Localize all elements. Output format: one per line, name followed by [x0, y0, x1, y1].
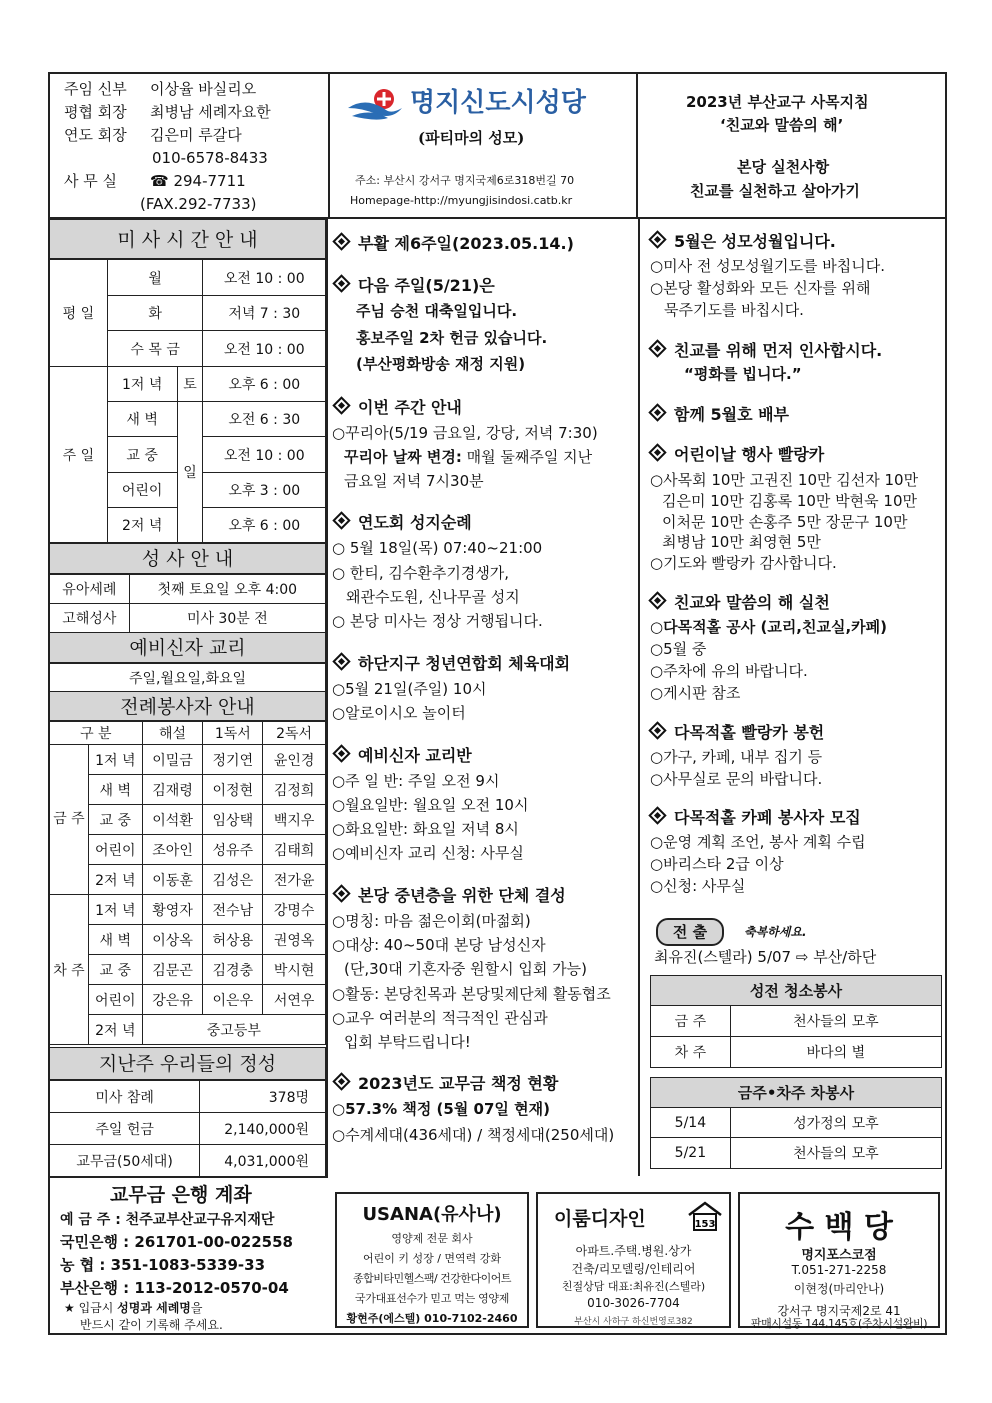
tea-date: 5/21 — [651, 1138, 731, 1169]
notice-line: 김은미 10만 김홍록 10만 박현욱 10만 — [662, 492, 917, 510]
sacrament-table — [49, 574, 326, 633]
mass-time: 오후 6 : 00 — [203, 367, 326, 402]
notice-line: ○운영 계획 조언, 봉사 계획 수립 — [650, 833, 866, 851]
server-name: 김태희 — [263, 835, 326, 865]
servers-mass: 새 벽 — [88, 775, 142, 805]
ad-line: 010-3026-7704 — [587, 1296, 680, 1310]
bank-title: 교무금 은행 계좌 — [110, 1184, 252, 1206]
patron-title: (파티마의 성모) — [418, 129, 525, 147]
subaekdang-ad — [738, 1192, 940, 1328]
notice-line: (부산평화방송 재정 지원) — [356, 355, 526, 373]
notice-title: 연도회 성지순례 — [358, 513, 472, 532]
servers-mass: 교 중 — [88, 805, 142, 835]
ad-line: 아파트.주택.병원.상가 — [575, 1244, 692, 1258]
notice-line: ○명칭: 마음 젊은이회(마젊회) — [332, 912, 531, 930]
notice-line: ○신청: 사무실 — [650, 877, 746, 895]
ad-line: 친절상담 대표:최유진(스텔라) — [561, 1280, 706, 1293]
diamond-bullet-icon — [648, 721, 666, 739]
notice-line: ○5월 21일(주일) 10시 — [332, 680, 487, 698]
notice-heading — [648, 343, 882, 359]
offering-name: 미사 참례 — [50, 1081, 200, 1113]
server-name: 김경충 — [203, 955, 263, 985]
server-name: 황영자 — [142, 895, 203, 925]
servers-header: 해설 — [142, 722, 203, 745]
notice-line: ○5월 중 — [650, 640, 707, 658]
ireum-design-ad — [536, 1192, 731, 1328]
offering-table — [49, 1080, 326, 1177]
bank-account: 부산은행 : 113-2012-0570-04 — [60, 1279, 289, 1297]
notice-line: 묵주기도를 바칩시다. — [664, 301, 804, 319]
diamond-bullet-icon — [648, 806, 666, 824]
server-name: 김재령 — [142, 775, 203, 805]
mass-time: 오전 10 : 00 — [203, 437, 326, 473]
transfer-blessing: 축복하세요. — [744, 925, 807, 939]
diamond-bullet-icon — [648, 230, 666, 248]
notice-heading — [648, 407, 789, 423]
ad-line: 영양제 전문 회사 — [391, 1232, 473, 1245]
tea-title: 금주•차주 차봉사 — [651, 1078, 942, 1108]
server-name: 허상용 — [203, 925, 263, 955]
header-right-divider — [636, 72, 638, 217]
notice-line: ○수계세대(436세대) / 책정세대(250세대) — [332, 1126, 615, 1144]
notice-line: 이처문 10만 손홍주 5만 장문구 10만 — [662, 513, 908, 531]
notice-line: ○예비신자 교리 신청: 사무실 — [332, 844, 524, 862]
notice-title: 부활 제6주일(2023.05.14.) — [358, 234, 574, 253]
servers-mass: 어린이 — [88, 835, 142, 865]
bank-account: 국민은행 : 261701-00-022558 — [60, 1233, 293, 1251]
sacrament-value: 미사 30분 전 — [129, 604, 325, 633]
ad-title: 수 백 당 — [785, 1210, 893, 1245]
ad-contact: 황현주(에스텔) 010-7102-2460 — [346, 1312, 518, 1325]
notice-line: ○주 일 반: 주일 오전 9시 — [332, 772, 500, 790]
staff-role: 주임 신부 — [64, 80, 127, 98]
mass-times-title: 미 사 시 간 안 내 — [49, 219, 326, 259]
diamond-bullet-icon — [332, 511, 350, 529]
catechumen-days: 주일,월요일,화요일 — [50, 664, 326, 692]
notice-heading — [648, 595, 830, 611]
mass-name: 새 벽 — [107, 402, 177, 437]
notice-bold: 꾸리아 날짜 변경: — [344, 448, 462, 466]
practice-title: 본당 실천사항 — [737, 158, 830, 176]
notice-line: ○ 5월 18일(목) 07:40~21:00 — [332, 539, 543, 557]
servers-mass: 1저 녁 — [88, 895, 142, 925]
notice-line: ○기도와 빨랑카 감사합니다. — [650, 554, 837, 572]
notice-line: ○바리스타 2급 이상 — [650, 855, 784, 873]
notice-title: 친교와 말씀의 해 실천 — [674, 593, 830, 612]
notice-line: ○주차에 유의 바랍니다. — [650, 662, 808, 680]
transfer-text: 최유진(스텔라) 5/07 ⇨ 부산/하단 — [654, 948, 877, 966]
sunday-day-label: 일 — [177, 402, 203, 543]
notice-heading — [332, 278, 495, 294]
ad-line: 건축/리모델링/인테리어 — [571, 1262, 696, 1276]
ad-line: 국가대표선수가 믿고 먹는 영양제 — [354, 1292, 510, 1305]
homepage-link[interactable]: Homepage-http://myungjisindosi.catb.kr — [350, 194, 573, 207]
diamond-bullet-icon — [332, 884, 350, 902]
diocese-guideline: 2023년 부산교구 사목지침 — [686, 93, 869, 111]
cleaning-week: 차 주 — [651, 1037, 731, 1068]
bank-note — [64, 1302, 203, 1314]
notice-title: 5월은 성모성월입니다. — [674, 232, 836, 251]
notice-line: ○다목적홀 공사 (교리,친교실,카페) — [650, 618, 888, 636]
cleaning-title: 성전 청소봉사 — [651, 976, 942, 1006]
server-name: 권영옥 — [263, 925, 326, 955]
mass-time: 오후 6 : 00 — [203, 508, 326, 543]
notice-line: ○월요일반: 월요일 오전 10시 — [332, 796, 529, 814]
servers-mass: 교 중 — [88, 955, 142, 985]
servers-title: 전례봉사자 안내 — [49, 691, 326, 721]
tea-service-table — [650, 1077, 942, 1169]
diamond-bullet-icon — [332, 232, 350, 250]
notice-line: ○본당 활성화와 모든 신자를 위해 — [650, 279, 871, 297]
yeondo-phone: 010-6578-8433 — [152, 149, 268, 167]
notice-heading — [332, 656, 570, 672]
mass-name: 1저 녁 — [107, 367, 177, 402]
notice-line: ○57.3% 책정 (5월 07일 현재) — [332, 1100, 550, 1118]
notice-heading — [648, 810, 861, 826]
notice-line: ○꾸리아(5/19 금요일, 강당, 저녁 7:30) — [332, 424, 598, 442]
staff-name: 김은미 루갈다 — [150, 126, 242, 144]
house-badge-number: 153 — [694, 1219, 716, 1230]
server-name: 이은우 — [203, 985, 263, 1015]
ad-address: 강서구 명지국제2로 41 — [777, 1304, 901, 1318]
ad-title: USANA(유사나) — [362, 1204, 502, 1225]
notice-line: ○미사 전 성모성월기도를 바칩니다. — [650, 257, 886, 275]
mass-day: 월 — [107, 260, 203, 296]
mass-time: 오전 10 : 00 — [203, 331, 326, 367]
notice-line: 홍보주일 2차 헌금 있습니다. — [356, 329, 548, 347]
servers-header: 구 분 — [50, 722, 143, 745]
offering-title: 지난주 우리들의 정성 — [49, 1047, 326, 1080]
server-name: 윤인경 — [263, 745, 326, 775]
notice-line: ○사목회 10만 고권진 10만 김선자 10만 — [650, 471, 919, 489]
diamond-bullet-icon — [648, 591, 666, 609]
notice-line: 주님 승천 대축일입니다. — [356, 302, 518, 320]
notice-heading — [648, 234, 836, 250]
servers-mass: 1저 녁 — [88, 745, 142, 775]
notice-heading — [332, 236, 574, 252]
bank-depositor: 예 금 주 : 천주교부산교구유지재단 — [60, 1212, 275, 1228]
server-name: 이밀금 — [142, 745, 203, 775]
ad-line: 어린이 키 성장 / 면역력 강화 — [362, 1252, 502, 1265]
notice-heading — [648, 725, 824, 741]
house-icon — [686, 1200, 724, 1232]
servers-mass: 새 벽 — [88, 925, 142, 955]
diamond-bullet-icon — [332, 396, 350, 414]
notice-line: 최병남 10만 최영현 5만 — [662, 533, 821, 551]
church-name: 명지신도시성당 — [410, 88, 586, 118]
server-name: 김정희 — [263, 775, 326, 805]
tea-group: 천사들의 모후 — [730, 1138, 941, 1169]
notice-line — [344, 450, 592, 465]
servers-mass: 2저 녁 — [88, 1015, 142, 1045]
notice-line: ○대상: 40~50대 본당 남성신자 — [332, 936, 546, 954]
ad-owner: 이현정(마리안나) — [793, 1282, 885, 1296]
notice-line: 입회 부탁드립니다! — [344, 1033, 471, 1051]
mass-name: 어린이 — [107, 473, 177, 508]
right-column-divider — [638, 217, 640, 1176]
bank-note-bold: 성명과 세례명 — [117, 1301, 191, 1315]
notice-heading — [332, 888, 566, 904]
diocese-theme: ‘친교와 말씀의 해’ — [720, 116, 844, 134]
sunday-label: 주 일 — [50, 367, 108, 543]
offering-value: 4,031,000원 — [200, 1145, 326, 1177]
next-week-label: 차 주 — [50, 895, 89, 1045]
server-name: 김문곤 — [142, 955, 203, 985]
offering-name: 교무금(50세대) — [50, 1145, 200, 1177]
server-name: 조아인 — [142, 835, 203, 865]
staff-name: 이상율 바실리오 — [150, 80, 257, 98]
servers-table — [49, 721, 326, 1045]
notice-line: ○사무실로 문의 바랍니다. — [650, 770, 823, 788]
mass-day: 수 목 금 — [107, 331, 203, 367]
server-name: 이석환 — [142, 805, 203, 835]
cleaning-group: 바다의 별 — [730, 1037, 941, 1068]
offering-name: 주일 헌금 — [50, 1113, 200, 1145]
notice-line: 왜관수도원, 신나무골 성지 — [346, 588, 520, 606]
staff-name: 최병남 세례자요한 — [150, 103, 271, 121]
diamond-bullet-icon — [332, 1072, 350, 1090]
cleaning-table — [650, 975, 942, 1068]
server-name: 임상택 — [203, 805, 263, 835]
tea-date: 5/14 — [651, 1108, 731, 1138]
notice-title: 함께 5월호 배부 — [674, 405, 790, 424]
staff-role: 평협 회장 — [64, 103, 127, 121]
practice-text: 친교를 실천하고 살아가기 — [690, 182, 860, 200]
cleaning-group: 천사들의 모후 — [730, 1006, 941, 1037]
ad-line: 종합비타민헬스팩/ 건강한다이어트 — [352, 1272, 512, 1285]
server-group: 중고등부 — [142, 1015, 325, 1045]
server-name: 김성은 — [203, 865, 263, 895]
sacrament-value: 첫째 토요일 오후 4:00 — [129, 575, 325, 604]
server-name: 이동훈 — [142, 865, 203, 895]
bank-note-2: 반드시 같이 기록해 주세요. — [80, 1318, 223, 1332]
offering-value: 378명 — [200, 1081, 326, 1113]
notice-line: 금요일 저녁 7시30분 — [344, 472, 484, 490]
server-name: 전수남 — [203, 895, 263, 925]
notice-line: “평화를 빕니다.” — [684, 365, 802, 383]
bank-note-pre: ★ 입금시 — [64, 1301, 118, 1315]
diamond-bullet-icon — [648, 403, 666, 421]
ad-title: 이룸디자인 — [554, 1208, 646, 1230]
notice-title: 어린이날 행사 빨랑카 — [674, 445, 825, 464]
notice-title: 예비신자 교리반 — [358, 746, 472, 765]
notice-title: 이번 주간 안내 — [358, 398, 462, 417]
weekday-label: 평 일 — [50, 260, 108, 367]
ad-address: 부산시 사하구 하신번영로382 — [574, 1317, 693, 1327]
server-name: 이상옥 — [142, 925, 203, 955]
diamond-bullet-icon — [648, 443, 666, 461]
cleaning-week: 금 주 — [651, 1006, 731, 1037]
notice-title: 다목적홀 빨랑카 봉헌 — [674, 723, 825, 742]
server-name: 서연우 — [263, 985, 326, 1015]
notice-line: ○교우 여러분의 적극적인 관심과 — [332, 1009, 548, 1027]
sacrament-name: 유아세례 — [50, 575, 130, 604]
notice-line: ○게시판 참조 — [650, 684, 741, 702]
church-logo-icon — [346, 86, 404, 122]
diamond-bullet-icon — [332, 274, 350, 292]
sacrament-title: 성 사 안 내 — [49, 543, 326, 574]
notice-line: (단,30대 기혼자중 원할시 입회 가능) — [344, 960, 588, 978]
tea-group: 성가정의 모후 — [730, 1108, 941, 1138]
mass-name: 교 중 — [107, 437, 177, 473]
mass-time: 오후 3 : 00 — [203, 473, 326, 508]
notice-line: ○활동: 본당친목과 본당및제단체 활동협조 — [332, 985, 611, 1003]
header-left-divider — [328, 72, 330, 217]
ad-store: 명지포스코점 — [801, 1248, 877, 1263]
bank-note-post: 을 — [190, 1301, 203, 1315]
notice-title: 본당 중년층을 위한 단체 결성 — [358, 886, 566, 905]
notice-line: ○ 본당 미사는 정상 거행됩니다. — [332, 612, 543, 630]
server-name: 정기연 — [203, 745, 263, 775]
mass-day: 화 — [107, 296, 203, 331]
notice-title: 다목적홀 카페 봉사자 모집 — [674, 808, 861, 827]
catechumen-title: 예비신자 교리 — [49, 632, 326, 663]
notice-title: 2023년도 교무금 책정 현황 — [358, 1074, 559, 1093]
notice-line: ○ 한티, 김수환추기경생가, — [332, 564, 510, 582]
mass-time: 오전 6 : 30 — [203, 402, 326, 437]
saturday-label: 토 — [177, 367, 203, 402]
mass-times-table — [49, 259, 326, 543]
server-name: 이정현 — [203, 775, 263, 805]
this-week-label: 금 주 — [50, 745, 89, 895]
notice-heading — [332, 400, 462, 416]
diamond-bullet-icon — [332, 744, 350, 762]
server-name: 강은유 — [142, 985, 203, 1015]
ad-address: 판매시설동 144,145호(주차시설완비) — [750, 1317, 928, 1330]
mass-name: 2저 녁 — [107, 508, 177, 543]
server-name: 성유주 — [203, 835, 263, 865]
staff-role: 연도 회장 — [64, 126, 127, 144]
notice-heading — [332, 515, 472, 531]
notice-title: 다음 주일(5/21)은 — [358, 276, 495, 295]
diamond-bullet-icon — [332, 652, 350, 670]
sacrament-name: 고해성사 — [50, 604, 130, 633]
offering-value: 2,140,000원 — [200, 1113, 326, 1145]
servers-header: 2독서 — [263, 722, 326, 745]
notice-line: ○알로이시오 놀이터 — [332, 704, 466, 722]
bank-account: 농 협 : 351-1083-5339-33 — [60, 1256, 266, 1274]
notice-text: 매월 둘째주일 지난 — [461, 448, 593, 466]
servers-mass: 어린이 — [88, 985, 142, 1015]
notice-title: 하단지구 청년연합회 체육대회 — [358, 654, 571, 673]
left-column-divider — [326, 217, 328, 1176]
address: 주소: 부산시 강서구 명지국제6로318번길 70 — [355, 174, 575, 187]
notice-title: 친교를 위해 먼저 인사합시다. — [674, 341, 883, 360]
office-label: 사 무 실 — [64, 172, 118, 190]
usana-ad — [335, 1192, 529, 1328]
mass-time: 저녁 7 : 30 — [203, 296, 326, 331]
server-name: 백지우 — [263, 805, 326, 835]
notice-heading — [332, 1076, 558, 1092]
mass-time: 오전 10 : 00 — [203, 260, 326, 296]
transfer-badge: 전 출 — [656, 918, 724, 946]
servers-header: 1독서 — [203, 722, 263, 745]
server-name: 전가윤 — [263, 865, 326, 895]
server-name: 박시현 — [263, 955, 326, 985]
notice-line: ○가구, 카페, 내부 집기 등 — [650, 748, 823, 766]
servers-mass: 2저 녁 — [88, 865, 142, 895]
diamond-bullet-icon — [648, 339, 666, 357]
notice-heading — [648, 447, 824, 463]
office-fax: (FAX.292-7733) — [140, 195, 257, 213]
office-phone: ☎ 294-7711 — [150, 172, 246, 190]
notice-line: ○화요일반: 화요일 저녁 8시 — [332, 820, 519, 838]
ad-phone: T.051-271-2258 — [791, 1263, 887, 1277]
server-name: 강명수 — [263, 895, 326, 925]
notice-heading — [332, 748, 472, 764]
catechumen-table — [49, 663, 326, 692]
